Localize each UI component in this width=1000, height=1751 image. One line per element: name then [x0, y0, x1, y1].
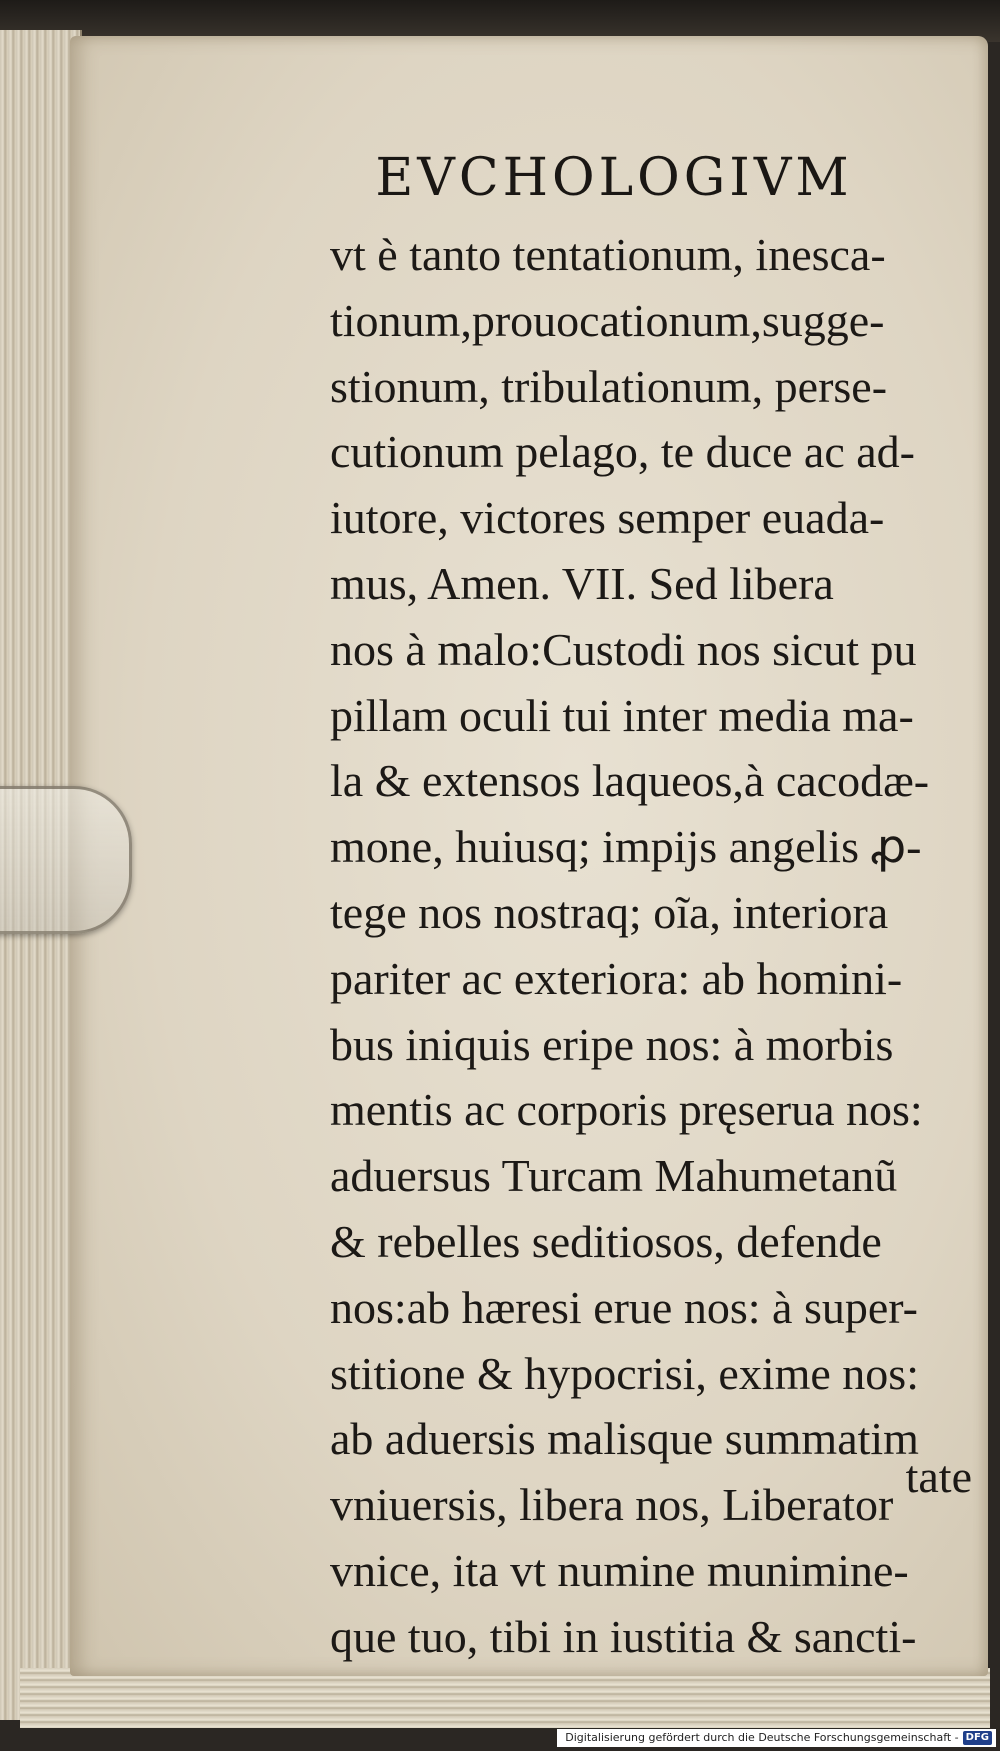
text-line: stitione & hypocrisi, exime nos:	[330, 1347, 919, 1399]
text-line: vniuersis, libera nos, Liberator	[330, 1479, 894, 1531]
text-line: tege nos nostraq; oĩa, interiora	[330, 886, 889, 938]
text-line: ab aduersis malisque summatim	[330, 1413, 919, 1465]
text-line: mus, Amen. VII. Sed libera	[330, 557, 834, 609]
text-line: nos à malo:Custodi nos sicut pu	[330, 623, 917, 675]
page-clip	[0, 786, 132, 934]
page-body-text	[330, 222, 980, 1670]
text-line: mentis ac corporis pręserua nos:	[330, 1084, 923, 1136]
text-line: & rebelles seditiosos, defende	[330, 1215, 882, 1267]
text-line: tionum,prouocationum,sugge-	[330, 294, 885, 346]
catchword: tate	[905, 1451, 972, 1502]
text-line: aduersus Turcam Mahumetanũ	[330, 1150, 898, 1202]
text-line: la & extensos laqueos,à cacodæ-	[330, 755, 930, 807]
credit-text: Digitalisierung gefördert durch die Deutsche Forschungsgemeinschaft -	[565, 1731, 959, 1744]
text-line: nos:ab hæresi erue nos: à super-	[330, 1281, 918, 1333]
text-line: vt è tanto tentationum, inesca-	[330, 229, 886, 280]
page-edges-bottom	[20, 1668, 990, 1728]
text-line: bus iniquis eripe nos: à morbis	[330, 1018, 894, 1070]
text-line: que tuo, tibi in iustitia & sancti-	[330, 1610, 917, 1662]
running-head: EVCHOLOGIVM	[375, 148, 853, 208]
digitization-credit	[557, 1729, 996, 1747]
text-line: pillam oculi tui inter media ma-	[330, 689, 914, 741]
text-line: mone, huiusq; impijs angelis ꝓ-	[330, 821, 922, 873]
text-line: pariter ac exteriora: ab homini-	[330, 952, 903, 1004]
text-line: stionum, tribulationum, perse-	[330, 360, 888, 412]
text-line: iutore, victores semper euada-	[330, 492, 885, 544]
text-line: vnice, ita vt numine munimine-	[330, 1544, 909, 1596]
text-line: cutionum pelago, te duce ac ad-	[330, 426, 915, 478]
dfg-logo: DFG	[963, 1731, 992, 1745]
